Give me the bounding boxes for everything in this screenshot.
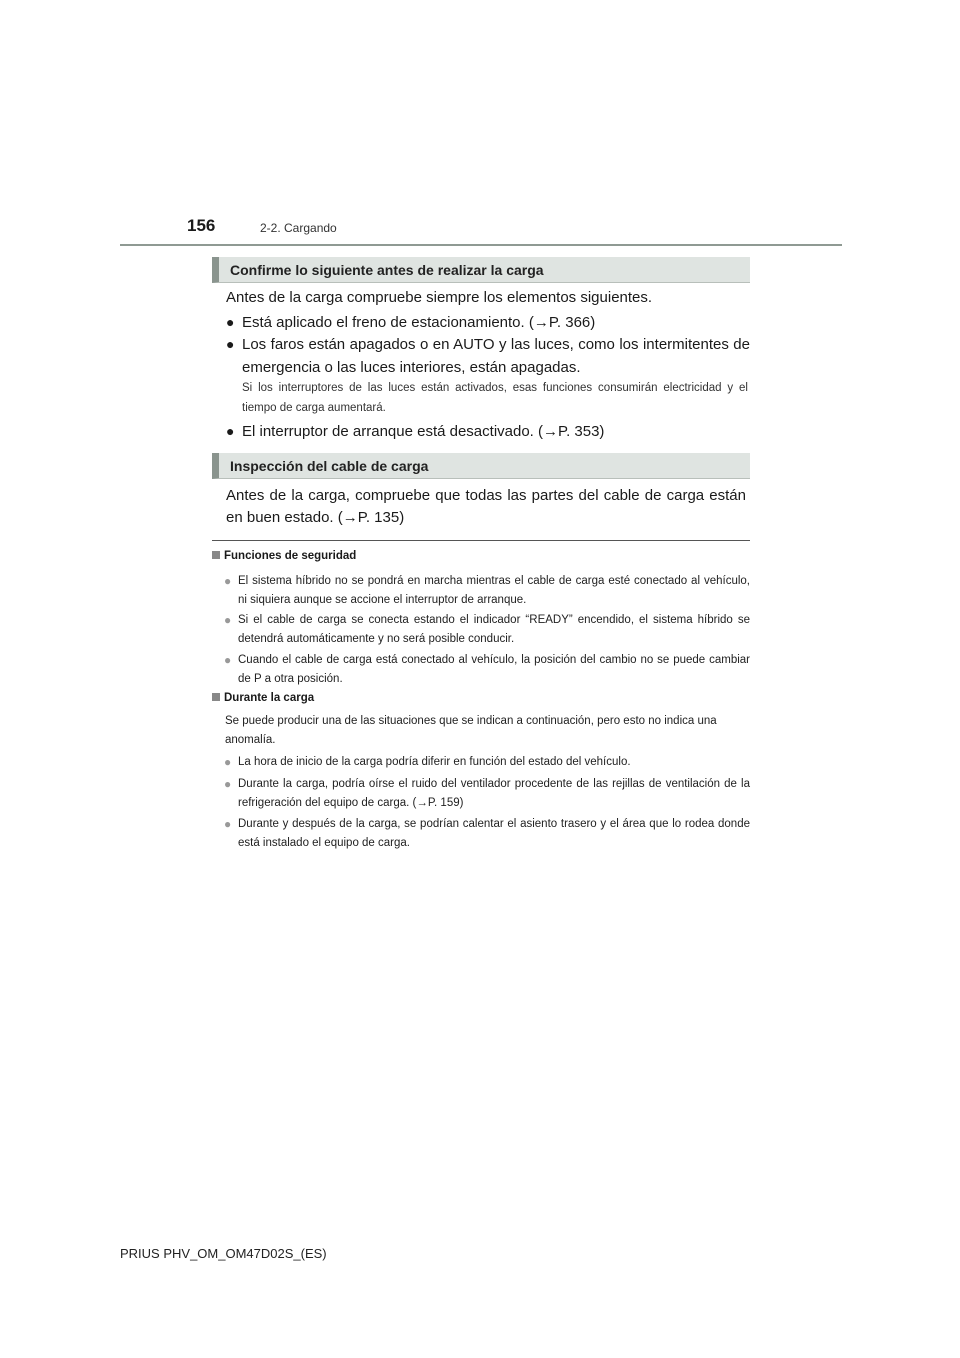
chapter-title: 2-2. Cargando (260, 221, 337, 235)
note-heading-text: Funciones de seguridad (224, 550, 357, 562)
lights-note: Si los interruptores de las luces están activados, esas funciones consumirán electricidad y el tiempo de carga aumentará. (242, 382, 748, 414)
checklist-text: Los faros están apagados o en AUTO y las luces, como los intermitentes de emergencia o las luces interiores, están apagadas. (242, 336, 750, 376)
bullet-icon: ● (226, 336, 235, 352)
bullet-icon: ● (224, 574, 232, 588)
note-text: Durante y después de la carga, se podrían calentar el asiento trasero y el área que lo rodea donde está instalado el equipo de carga. (238, 818, 750, 849)
square-bullet-icon (212, 551, 220, 559)
bullet-icon: ● (224, 613, 232, 627)
note-heading-charging (212, 692, 314, 704)
bullet-icon: ● (224, 653, 232, 667)
section-heading-text: Inspección del cable de carga (230, 458, 429, 474)
header-rule (120, 244, 842, 246)
checklist-text: Está aplicado el freno de estacionamiento. (→P. 366) (242, 314, 596, 331)
bullet-icon: ● (226, 423, 235, 439)
checklist-text: El interruptor de arranque está desactivado. (→P. 353) (242, 423, 605, 440)
note-heading-safety (212, 550, 356, 562)
note-paragraph: Se puede producir una de las situaciones que se indican a continuación, pero esto no indica una anomalía. (225, 715, 717, 746)
note-text: Durante la carga, podría oírse el ruido del ventilador procedente de las rejillas de ventilación de la refrigeración del equipo de carga. (→P. 159) (238, 778, 750, 809)
note-heading-text: Durante la carga (224, 692, 315, 704)
bullet-icon: ● (224, 817, 232, 831)
square-bullet-icon (212, 693, 220, 701)
page-number: 156 (187, 216, 216, 235)
section-heading-text: Confirme lo siguiente antes de realizar la carga (230, 262, 544, 278)
note-text: Cuando el cable de carga está conectado al vehículo, la posición del cambio no se puede cambiar de P a otra posición. (238, 654, 750, 685)
section-heading-confirm (212, 257, 750, 283)
section-heading-inspection (212, 453, 750, 479)
notes-divider (212, 540, 750, 541)
bullet-icon: ● (226, 314, 235, 330)
bullet-icon: ● (224, 755, 232, 769)
inspection-body: Antes de la carga, compruebe que todas las partes del cable de carga están en buen estado. (→P. 135) (226, 487, 746, 526)
document-footer: PRIUS PHV_OM_OM47D02S_(ES) (120, 1246, 327, 1261)
bullet-icon: ● (224, 777, 232, 791)
note-text: Si el cable de carga se conecta estando el indicador “READY” encendido, el sistema híbrido se detendrá automáticamente y no será posible conducir. (238, 614, 750, 645)
section-intro: Antes de la carga compruebe siempre los elementos siguientes. (226, 289, 653, 306)
note-text: El sistema híbrido no se pondrá en marcha mientras el cable de carga esté conectado al vehículo, ni siquiera aunque se accione el interruptor de arranque. (238, 575, 750, 606)
note-text: La hora de inicio de la carga podría diferir en función del estado del vehículo. (238, 756, 631, 768)
